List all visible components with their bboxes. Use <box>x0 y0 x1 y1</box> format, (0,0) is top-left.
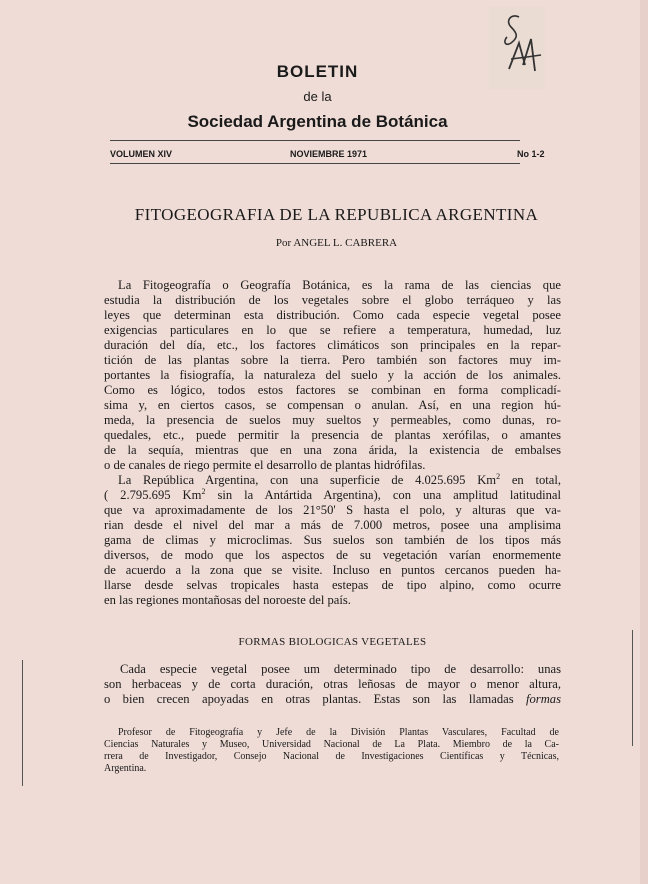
scan-margin-mark <box>632 630 633 746</box>
paragraph-1-line: Como es lógico, todos estos factores se combinan en forma complicadí- <box>104 383 561 397</box>
paragraph-1-line: tición de las plantas sobre la tierra. Pero también son factores muy im- <box>104 353 561 367</box>
paragraph-1-line: La Fitogeografía o Geografía Botánica, es la rama de las ciencias que <box>118 278 561 292</box>
superscript: 2 <box>496 471 501 481</box>
paragraph-2-line: gama de climas y microclimas. Sus suelos son también de los tipos más <box>104 533 561 547</box>
paragraph-1-line: sima y, en ciertos casos, se compensan o anulan. Así, en una region hú- <box>104 398 561 412</box>
paragraph-2-line: llarse desde selvas tropicales hasta estepas de tipo alpino, como ocurre <box>104 578 561 592</box>
italic-term: formas <box>526 692 561 706</box>
page-edge <box>640 0 648 884</box>
journal-title: BOLETIN <box>276 62 359 81</box>
paragraph-3-line: o bien crecen apoyadas en otras plantas. Estas son las llamadas formas <box>104 692 561 706</box>
paragraph-2-line: diversos, de modo que los aspectos de su vegetación varían enormemente <box>104 548 561 562</box>
footnote-line: Argentina. <box>104 763 147 774</box>
footnote-line: rrera de Investigador, Consejo Nacional de Investigaciones Científicas y Técnicas, <box>104 751 559 762</box>
paragraph-1-line: de la sequía, mientras que en una zona árida, la existencia de embalses <box>104 443 561 457</box>
society-name: Sociedad Argentina de Botánica <box>187 112 448 131</box>
paragraph-3-line: son herbaceas y de corta duración, otras leñosas de mayor o menor altura, <box>104 677 561 691</box>
scan-margin-mark <box>22 660 23 786</box>
paragraph-1-line: o de canales de riego permite el desarrollo de plantas hidrófilas. <box>104 458 426 472</box>
masthead-rule-bottom <box>110 163 520 164</box>
section-heading: FORMAS BIOLOGICAS VEGETALES <box>238 636 427 648</box>
superscript: 2 <box>201 486 206 496</box>
footnote-line: Ciencias Naturales y Museo, Universidad Nacional de La Plata. Miembro de la Ca- <box>104 739 559 750</box>
paragraph-2-line: rian desde el nivel del mar a más de 7.000 metros, posee una amplisima <box>104 518 561 532</box>
paragraph-2-line: La República Argentina, con una superficie de 4.025.695 Km$^2$ en total, <box>118 471 561 487</box>
byline: Por ANGEL L. CABRERA <box>275 237 398 249</box>
issue-number: No 1-2 <box>517 149 545 159</box>
paragraph-2-line: que va aproximadamente de los 21°50' S hasta el polo, y alturas que va- <box>104 503 561 517</box>
paragraph-1-line: exigencias particulares en lo que se refiere a temperatura, humedad, luz <box>104 323 561 337</box>
paragraph-1-line: meda, la presencia de suelos muy sueltos y permeables, como dunas, ro- <box>104 413 561 427</box>
issue-date: NOVIEMBRE 1971 <box>290 149 368 159</box>
footnote-line: Profesor de Fitogeografía y Jefe de la División Plantas Vasculares, Facultad de <box>118 727 559 738</box>
masthead-rule-top <box>110 140 520 141</box>
journal-subtitle: de la <box>303 89 332 104</box>
article-title: FITOGEOGRAFIA DE LA REPUBLICA ARGENTINA <box>134 205 539 224</box>
paragraph-2-line: de acuerdo a la zona que se visite. Incluso en puntos cercanos pueden ha- <box>104 563 561 577</box>
volume-label: VOLUMEN XIV <box>110 149 173 159</box>
paragraph-1-line: duración del día, etc., los factores climáticos son principales en la repar- <box>104 338 561 352</box>
paragraph-1-line: portantes la fisiografía, la naturaleza del suelo y la acción de los animales. <box>104 368 561 382</box>
paragraph-1-line: estudia la distribución de los vegetales sobre el globo terráqueo y las <box>104 293 561 307</box>
paragraph-1-line: quedales, etc., puede permitir la presencia de plantas xerófilas, o amantes <box>104 428 561 442</box>
paragraph-3-line: Cada especie vegetal posee um determinado tipo de desarrollo: unas <box>120 662 561 676</box>
paragraph-2-line: en las regiones montañosas del noroeste del país. <box>104 593 351 607</box>
paragraph-2-line: ( 2.795.695 Km$^2$ sin la Antártida Argentina), con una amplitud latitudinal <box>104 486 561 502</box>
paragraph-1-line: leyes que determinan esta distribución. Como cada especie vegetal posee <box>104 308 561 322</box>
